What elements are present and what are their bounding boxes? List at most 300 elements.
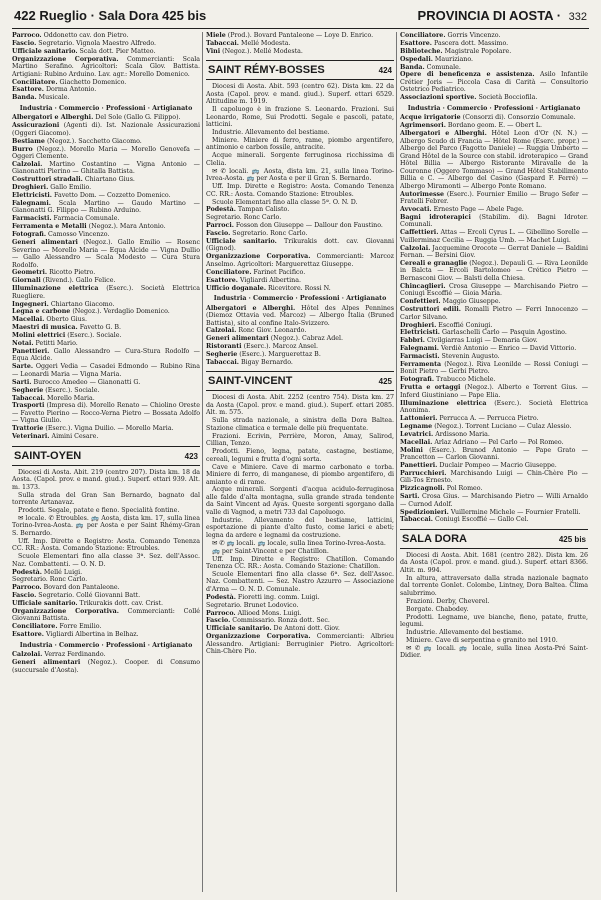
entry-text: Commercianti: Albrieu Alessandro. Artigiani: Berruginier Pietro. Agricoltori: Chin-Chère Pio. xyxy=(206,633,394,656)
directory-entry xyxy=(12,348,200,363)
entry-category: Conciliatore. xyxy=(12,623,58,631)
directory-entry xyxy=(12,138,200,146)
entry-text: Oberto Gius. xyxy=(46,316,87,324)
rueglio-continued xyxy=(12,32,200,102)
entry-text: Segretario. Vignola Maestro Alfredo. xyxy=(38,39,157,47)
column-divider xyxy=(202,32,203,892)
directory-entry xyxy=(12,324,200,332)
entry-text: Dorma Antonio. xyxy=(45,86,97,94)
entry-text: (Negoz.). Alberto e Torrent Gius. — Inferd Giustiniano — Pape Elia. xyxy=(400,384,588,399)
description-paragraph: Uff. Imp. Dirette e Registro: Aosta. Comando Tenenza CC. RR.: Aosta. Comando Stazione: Etroubles. xyxy=(206,183,394,198)
entry-category: Ristoranti xyxy=(206,343,242,351)
entry-category: Sarti. xyxy=(400,493,420,501)
saint-vincent-industry-list xyxy=(400,114,588,524)
entry-text: (Negoz.). Cabraz Adel. xyxy=(270,335,344,343)
directory-entry xyxy=(12,215,200,223)
section-heading: Industria · Commercio · Professioni · Artigianato xyxy=(407,104,581,112)
directory-entry xyxy=(206,327,394,335)
directory-entry xyxy=(12,576,200,584)
entry-category: Esattore. xyxy=(400,39,432,47)
entry-category: Bagni idroterapici xyxy=(400,213,471,221)
entry-category: Fabbri. xyxy=(400,337,425,345)
entry-text: Ricotto Pietro. xyxy=(49,269,96,277)
entry-category: Albergatori e Alberghi. xyxy=(12,114,94,122)
town-header-saint-remy-bosses xyxy=(206,60,394,80)
entry-text: Farmacia Comunale. xyxy=(53,215,120,223)
directory-entry xyxy=(206,594,394,602)
description-paragraph: ✉ locale. ✆ Etroubles. 🚌 Aosta, dista km. 17, sulla linea Torino-Ivrea-Aosta. 🚌 per Aosta e per Saint Rhémy-Gran S. Bernardo. xyxy=(12,514,200,537)
entry-text: (Eserc.). Sociale. xyxy=(67,332,122,340)
entry-text: Mauriziano. xyxy=(434,55,474,63)
directory-entry xyxy=(400,516,588,524)
entry-text: Civilgiarras Luigi — Demaria Giov. xyxy=(426,337,538,345)
entry-text: Asilo Infantile Crétier Joris — Piccola Casa di Carità — Consultorio Ostetrico Pediatrico. xyxy=(400,71,588,94)
entry-text: Fosson don Giuseppe — Dallour don Faustino. xyxy=(235,222,383,230)
entry-category: Macellai. xyxy=(400,438,433,446)
directory-entry xyxy=(12,584,200,592)
directory-entry xyxy=(400,114,588,122)
description-paragraph: Miniere. Cave di serpentina e granito nel 1910. xyxy=(406,636,558,644)
directory-entry xyxy=(12,395,200,403)
saint-remy-industry-list xyxy=(206,305,394,367)
directory-entry xyxy=(400,329,588,337)
section-right: PROVINCIA DI AOSTA xyxy=(417,8,554,23)
entry-text: Commercianti: Marcoz Anselmo. Agricoltori: Marguerettaz Giuseppe. xyxy=(206,253,394,268)
entry-text: Attas — Ercoli Cyrus L. — Gibellino Sorelle — Vuillerminaz Cecilia — Ruggia Umb. — Machet Luigi. xyxy=(400,229,588,244)
directory-entry xyxy=(12,48,200,56)
entry-text: Comunale. xyxy=(426,63,461,71)
directory-entry xyxy=(206,617,394,625)
directory-entry xyxy=(400,306,588,321)
sala-dora-description xyxy=(400,552,588,660)
entry-category: Podestà. xyxy=(206,206,236,214)
directory-entry xyxy=(206,253,394,268)
entry-text: Coniugi Escoffié — Gallo Cel. xyxy=(435,516,529,524)
entry-text: (Rivend.). Gallo Felice. xyxy=(42,277,116,285)
entry-text: De Antoni dott. Giov. xyxy=(273,625,340,633)
description-paragraph: Diocesi di Aosta. Abit. 593 (centro 62). Dista km. 22 da Aosta (Capol. prov. e mand. giud.). Superf. ettari 6529. Altitudine m. 1919. xyxy=(206,83,394,106)
description-paragraph: Sulla strada del Gran San Bernardo, bagnato dal torrente Artanavaz. xyxy=(12,491,200,507)
entry-text: Verdiè Antonio — Enrico — David Vittorio. xyxy=(440,345,577,353)
entry-category: Sarti. xyxy=(12,378,32,386)
entry-category: Conciliatore. xyxy=(206,268,252,276)
directory-entry xyxy=(400,245,588,260)
page-header xyxy=(14,8,587,26)
saint-remy-description xyxy=(206,83,394,206)
description-paragraph: Acque minerali. Sorgenti d'acqua acidulo-ferruginosa alle falde d'alta montagna, sulla grande strada tendente da Saint Vincent ad Ayas. Queste sorgenti sgorgano dalla valle di Vagnod, a metri 733 dal Capoluogo. xyxy=(206,486,394,516)
description-paragraph: Frazioni. Derby, Cheverel. xyxy=(406,597,490,605)
entry-category: Frutta e ortaggi xyxy=(400,384,461,392)
entry-text: Commercianti: Collé Giovanni Battista. xyxy=(12,607,200,623)
entry-category: Fotografi. xyxy=(12,231,47,239)
column-1 xyxy=(12,32,200,675)
entry-category: Opere di beneficenza e assistenza. xyxy=(400,71,535,79)
entry-category: Panettieri. xyxy=(12,347,50,355)
entry-text: Oggeri Vedia — Casadei Edmondo — Rubino Rina — Leonardi Maria — Vigna Maria. xyxy=(12,363,200,378)
entry-category: Agrimensori. xyxy=(400,122,446,130)
description-paragraph: Prodotti. Segale, patate e fieno. Specialità fontine. xyxy=(18,506,180,514)
entry-category: Fascio. xyxy=(12,592,37,600)
directory-entry xyxy=(206,285,394,293)
town-number: 425 bis xyxy=(558,534,586,544)
entry-category: Bestiame xyxy=(12,137,45,145)
directory-entry xyxy=(400,493,588,508)
directory-entry xyxy=(400,206,588,214)
town-name: SAINT-VINCENT xyxy=(208,375,293,388)
directory-entry xyxy=(206,214,394,222)
description-paragraph: Diocesi di Aosta. Abit. 1681 (centro 282). Dista km. 26 da Aosta (Capol. prov. e mand. giud.). Superf. ettari 8366. Altit. m. 994. xyxy=(400,551,588,574)
entry-category: Spedizionieri. xyxy=(400,508,449,516)
directory-entry xyxy=(400,439,588,447)
entry-text: Ronc Giov. Leonardo. xyxy=(238,327,307,335)
entry-category: Costruttori stradali. xyxy=(12,176,83,184)
description-paragraph: Industrie. Allevamento del bestiame, latticini, esportazione di piante d'alto fusto, come larici e abeti; legna da ardere e legnami da costruzione. xyxy=(206,516,394,539)
directory-entry xyxy=(206,359,394,367)
entry-category: Parroco. xyxy=(12,584,42,592)
directory-entry xyxy=(12,161,200,176)
directory-entry xyxy=(400,447,588,462)
entry-category: Chincaglieri. xyxy=(400,282,446,290)
entry-text: (Eserc.). Società Elettrica Anonima. xyxy=(400,399,588,415)
entry-category: Molini xyxy=(400,446,423,454)
entry-text: Escoffié Coniugi. xyxy=(438,321,493,329)
town-header-saint-vincent xyxy=(206,371,394,391)
entry-category: Legname xyxy=(400,422,433,430)
header-left xyxy=(14,8,206,23)
column-3 xyxy=(400,32,588,660)
section-heading: Industria · Commercio · Professioni · Artigianato xyxy=(19,104,193,112)
entry-category: Banda. xyxy=(12,94,37,102)
directory-entry xyxy=(12,308,200,316)
entry-text: Società Bocciofila. xyxy=(478,94,538,102)
entry-category: Ferramenta xyxy=(400,360,442,368)
directory-entry xyxy=(206,602,394,610)
directory-entry xyxy=(400,470,588,485)
entry-text: (Negoz.). Cooper. di Consumo (succursale d'Aosta). xyxy=(12,659,200,674)
entry-text: (Negoz.). Sacchetto Giacomo. xyxy=(46,137,142,145)
entry-category: Organizzazione Corporativa. xyxy=(12,607,119,615)
entry-text: (Eserc.). Marcoz Ansel. xyxy=(243,343,319,351)
entry-category: Conciliatore. xyxy=(400,32,446,39)
entry-text: Ernesto Page — Abele Page. xyxy=(433,205,524,213)
entry-category: Esattore. xyxy=(12,86,44,94)
directory-entry xyxy=(400,71,588,94)
entry-category: Sarte. xyxy=(12,363,34,371)
column-divider xyxy=(396,32,397,892)
entry-category: Acque irrigatorie xyxy=(400,114,461,122)
entry-text: Vuillermine Michele — Fournier Fratelli. xyxy=(450,508,581,516)
entry-category: Macellai. xyxy=(12,316,45,324)
entry-text: (Negoz.). Verdaglio Domenico. xyxy=(72,308,170,316)
entry-category: Fotografi. xyxy=(400,376,435,384)
directory-entry xyxy=(400,214,588,229)
entry-category: Elettricisti. xyxy=(12,192,52,200)
entry-text: Gallo Alessandro — Cura-Stura Rodolfo — Equa Alcide. xyxy=(12,347,200,363)
entry-category: Fascio. xyxy=(206,230,231,238)
header-right: PROVINCIA DI AOSTA · 332 xyxy=(417,8,587,23)
directory-entry xyxy=(400,431,588,439)
description-paragraph: Diocesi di Aosta. Abit. 219 (centro 207). Dista km. 18 da Aosta. (Capol. prov. e mand. giud.). Superf. ettari 939. Alt. m. 1373. xyxy=(12,468,200,491)
entry-category: Generi alimentari xyxy=(206,335,269,343)
entry-category: Segherie xyxy=(12,386,44,394)
entry-text: Scala Martino — Gaudo Martino — Gianonatti G. Filippo — Rubino Arduino. xyxy=(12,199,200,215)
entry-text: (Eserc.). Fournier Emilio — Brugo Sefer — Fratelli Febrer. xyxy=(400,190,588,206)
directory-entry xyxy=(12,176,200,184)
entry-category: Generi alimentari xyxy=(12,239,78,247)
entry-text: Romalli Pietro — Ferri Innocenzo — Carlor Silvano. xyxy=(400,306,588,321)
entry-category: Trattorie xyxy=(12,425,44,433)
entry-category: Generi alimentari xyxy=(12,659,81,667)
town-name: SAINT-OYEN xyxy=(14,449,82,462)
directory-entry xyxy=(206,222,394,230)
section-heading: Industria · Commercio · Professioni · Artigianato xyxy=(19,641,193,649)
directory-entry xyxy=(12,387,200,395)
entry-text: (Eserc.). Sociale. xyxy=(45,386,100,394)
entry-category: Esattore. xyxy=(12,631,44,639)
description-paragraph: Acque minerali. Sorgente ferruginosa ricchissima di Clelia. xyxy=(206,152,394,167)
directory-entry xyxy=(12,40,200,48)
entry-text: Mellé Modesta. xyxy=(241,39,291,47)
entry-text: Garlaschelli Carlo — Pasquin Agostino. xyxy=(442,329,567,337)
entry-category: Tabaccai. xyxy=(206,39,239,47)
saint-vincent-description xyxy=(206,394,394,593)
directory-entry xyxy=(206,32,394,40)
entry-text: Maggio Giuseppe. xyxy=(442,298,501,306)
description-paragraph: Scuole Elementari fino alla classe 3ª. Sez. dell'Assoc. Naz. Combattenti. — O. N. D. xyxy=(12,553,200,568)
saint-oyen-officials xyxy=(12,569,200,639)
entry-category: Ospedali. xyxy=(400,55,433,63)
directory-entry xyxy=(400,361,588,376)
entry-category: Falegnami. xyxy=(12,199,51,207)
entry-text: (Consorzi di). Consorzio Comunale. xyxy=(462,114,576,122)
entry-category: Assicurazioni xyxy=(12,122,60,130)
description-paragraph: Sulla strada nazionale, a sinistra della Dora Baltea. Stazione climatica e termale delle più frequentate. xyxy=(206,417,394,432)
town-name: SAINT RÉMY-BOSSES xyxy=(208,64,325,77)
entry-category: Banda. xyxy=(400,63,425,71)
directory-entry xyxy=(12,192,200,200)
directory-entry xyxy=(400,283,588,298)
town-number: 423 xyxy=(184,451,198,461)
entry-text: (Stabilim. di). Bagni Idroter. Comunali. xyxy=(400,213,588,229)
entry-text: Del Sole (Gallo G. Filippo). xyxy=(95,114,181,122)
description-paragraph: Borgate. Chabodey. xyxy=(406,605,469,613)
directory-entry xyxy=(206,305,394,328)
entry-category: Legna e carbone xyxy=(12,308,71,316)
directory-entry xyxy=(206,343,394,351)
directory-entry xyxy=(206,351,394,359)
page-number-left: 422 xyxy=(14,8,36,23)
entry-text: Ardissono Maria. xyxy=(435,430,490,438)
directory-entry xyxy=(400,229,588,244)
directory-entry xyxy=(12,379,200,387)
directory-entry xyxy=(400,337,588,345)
directory-entry xyxy=(12,146,200,161)
directory-entry xyxy=(400,298,588,306)
entry-category: Ufficiale sanitario. xyxy=(206,625,272,633)
saint-remy-officials xyxy=(206,206,394,292)
entry-category: Confettieri. xyxy=(400,298,441,306)
directory-entry xyxy=(206,277,394,285)
saint-vincent-continued xyxy=(400,32,588,102)
directory-entry xyxy=(400,353,588,361)
directory-entry xyxy=(12,402,200,425)
directory-entry xyxy=(400,130,588,190)
entry-text: Bordano geom. E. — Obert L. xyxy=(447,122,543,130)
directory-entry xyxy=(12,363,200,378)
description-paragraph: Cave e Miniere. Cave di marmo carbonato e torba. Miniere di ferro, di manganese, di piombo argentifero, di amianto e di rame. xyxy=(206,463,394,486)
entry-category: Costruttori edili. xyxy=(400,306,461,314)
entry-category: Farmacisti. xyxy=(12,215,52,223)
directory-entry xyxy=(400,322,588,330)
entry-text: Magistrale Popolare. xyxy=(444,47,512,55)
description-paragraph: Scuole Elementari fino alla classe 5ª. O. N. D. xyxy=(212,198,358,206)
directory-entry xyxy=(12,184,200,192)
entry-text: Mellé Luigi. xyxy=(43,568,83,576)
directory-entry xyxy=(206,48,394,56)
directory-entry xyxy=(206,633,394,656)
entry-category: Miele xyxy=(206,32,226,39)
entry-category: Droghieri. xyxy=(12,184,49,192)
directory-entry xyxy=(400,415,588,423)
entry-category: Organizzazione Corporativa. xyxy=(206,253,311,261)
entry-text: (Eserc.). Vigna Duilio. — Morello Maria. xyxy=(45,425,174,433)
directory-entry xyxy=(12,114,200,122)
entry-text: Favetto G. B. xyxy=(79,324,121,332)
directory-entry xyxy=(12,569,200,577)
entry-category: Ingegneri. xyxy=(12,300,49,308)
entry-category: Pizzicagnoli. xyxy=(400,485,445,493)
entry-text: Gorris Vincenzo. xyxy=(447,32,501,39)
entry-text: Trikurakis dott. cav. Giovanni (Gignod). xyxy=(206,237,394,253)
entry-text: Farinet Pacifico. xyxy=(253,268,306,276)
directory-entry xyxy=(206,625,394,633)
entry-category: Parrucchieri. xyxy=(400,469,447,477)
description-paragraph: ✉ ✆ locali. 🚌 Aosta, dista km. 21, sulla linea Torino-Ivrea-Aosta. 🚌 per Aosta e per il Gran S. Bernardo. xyxy=(206,167,394,183)
entry-text: Commercianti: Scala Martino Serafino. Agricoltori: Scala Glov. Battista. Artigiani: Rubino Arduino. Lav. agr.: Morello Domenico. xyxy=(12,55,200,78)
entry-text: (Impresa di). Morello Renato — Chiolino Oreste — Favetto Pierino — Rocco-Verna Pietro — Bossata Adolfo — Vigna Giulio. xyxy=(12,402,200,425)
entry-text: (Negoz.). Riva Leonilde — Rossi Coniugi — Bonit Pietro — Gerbi Pietro. xyxy=(400,360,588,376)
directory-entry xyxy=(400,462,588,470)
directory-entry xyxy=(400,56,588,64)
directory-entry xyxy=(400,400,588,415)
entry-category: Illuminazione elettrica xyxy=(400,399,487,407)
directory-entry xyxy=(400,485,588,493)
entry-category: Esattore. xyxy=(206,276,238,284)
entry-text: Marchisando Luigi — Chin-Chère Pio — Gili-Tos Ernesto. xyxy=(400,469,588,485)
entry-text: (Negoz.). Mellé Modesta. xyxy=(222,47,303,55)
entry-text: (Negoz.). Depauli G. — Riva Leonilde in Balcta — Ercoli Bartolomeo — Crético Pietro — Bernasconi Giov. — Balsti della Chiesa. xyxy=(400,259,588,282)
entry-category: Calzolai. xyxy=(206,327,237,335)
entry-text: Pol Romeo. xyxy=(446,485,483,493)
directory-entry xyxy=(12,651,200,659)
entry-category: Farmacisti. xyxy=(400,353,440,361)
entry-category: Droghieri. xyxy=(400,321,437,329)
entry-text: Petitti Mario. xyxy=(35,340,78,348)
directory-entry xyxy=(12,316,200,324)
directory-entry xyxy=(12,425,200,433)
entry-category: Elettricisti. xyxy=(400,329,440,337)
directory-entry xyxy=(12,86,200,94)
entry-category: Caffettieri. xyxy=(400,229,439,237)
saint-oyen-continued xyxy=(206,32,394,55)
description-paragraph: Uff. Imp. Dirette e Registro: Aosta. Comando Tenenza CC. RR.: Aosta. Comando Stazione: Etroubles. xyxy=(12,537,200,553)
directory-entry xyxy=(400,260,588,283)
directory-entry xyxy=(12,122,200,137)
entry-category: Calzolai. xyxy=(12,651,43,659)
entry-text: Crosa Giuseppe — Marchisando Pietro — Coniugi Escoffié — Gioia Maria. xyxy=(400,282,588,298)
directory-entry xyxy=(12,56,200,79)
entry-text: Stevenin Augusto. xyxy=(441,353,500,361)
entry-category: Ufficiale sanitario. xyxy=(206,237,277,245)
directory-entry xyxy=(206,230,394,238)
description-paragraph: Uff. Imp. Dirette e Registro: Chatillon. Comando Tenenza CC. RR.: Aosta. Comando Stazione: Chatillon. xyxy=(206,555,394,570)
entry-category: Organizzazione Corporativa. xyxy=(206,633,311,641)
entry-category: Parroco. xyxy=(206,609,236,617)
entry-text: (Eserc.). Brunod Antonio — Pape Grato — Prancetton — Carlon Giovanni. xyxy=(400,446,588,462)
description-paragraph: Scuole Elementari fino alla classe 6ª. Sez. dell'Assoc. Naz. Combattenti. — Sez. Nastro Azzurro — Associazione d'Arma — O. N. D. Comunale. xyxy=(206,570,394,593)
header-rule xyxy=(12,28,589,29)
saint-vincent-officials xyxy=(206,594,394,656)
entry-text: Burocco Amedeo — Gianonatti G. xyxy=(33,378,141,386)
entry-text: Hôtel des Alpes Pennines (Diemoz Ottavia ved. Marcoz) — Albergo Italia (Bruned Battista), sito al confine Italo-Svizzero. xyxy=(206,304,394,327)
entry-category: Segherie xyxy=(206,351,238,359)
entry-category: Podestà. xyxy=(206,593,236,601)
description-paragraph: Prodotti. Fieno, legna, patate, castagne, bestiame, cereali, legumi e frutta d'ogni sorta. xyxy=(206,448,394,463)
entry-category: Avvocati. xyxy=(400,205,432,213)
description-paragraph: Miniere. Miniere di ferro, rame, piombo argentifero, antimonio e carbon fossile, antracite. xyxy=(206,136,394,152)
entry-category: Burro xyxy=(12,145,33,153)
entry-text: Martino Costantino — Vigna Antonio — Gianonatti Pierino — Ghitalla Battista. xyxy=(12,160,200,176)
saint-oyen-description xyxy=(12,469,200,568)
entry-text: Giachetto Domenico. xyxy=(59,78,127,86)
entry-category: Ferramenta e Metalli xyxy=(12,223,87,231)
entry-category: Veterinari. xyxy=(12,433,50,441)
description-paragraph: 🚌 per Saint-Vincent e per Chatillon. xyxy=(212,547,329,555)
entry-text: Arlaz Adriano — Pel Carlo — Pol Romeo. xyxy=(434,438,564,446)
entry-category: Panettieri. xyxy=(400,462,438,469)
directory-entry xyxy=(12,608,200,623)
entry-text: Bovard don Pantaleone. xyxy=(43,584,120,592)
entry-category: Organizzazione Corporativa. xyxy=(12,55,119,63)
page-number-right: 332 xyxy=(568,11,587,23)
entry-category: Lattonieri. xyxy=(400,415,438,423)
directory-entry xyxy=(400,122,588,130)
town-header-sala-dora xyxy=(400,529,588,549)
directory-entry xyxy=(12,277,200,285)
section-left: Rueglio · Sala Dora 425 bis xyxy=(39,8,207,23)
directory-entry xyxy=(400,191,588,206)
entry-category: Notai. xyxy=(12,340,34,348)
entry-text: Bigay Bernardo. xyxy=(241,358,293,366)
entry-text: (Negoz.). Morello Maria — Morello Genovefa — Oggeri Clemente. xyxy=(12,145,200,161)
entry-category: Illuminazione elettrica xyxy=(12,285,99,293)
entry-text: Duclair Pompeo — Macrio Giuseppe. xyxy=(439,462,557,469)
directory-entry xyxy=(400,384,588,399)
directory-entry xyxy=(400,40,588,48)
directory-entry xyxy=(400,94,588,102)
entry-category: Parroci. xyxy=(206,222,234,230)
description-paragraph: ✉ ✆ 🚌 locali. 🚌 locale, sulla linea Torino-Ivrea-Aosta. xyxy=(212,539,386,547)
section-heading: Industria · Commercio · Professioni · Artigianato xyxy=(213,295,387,303)
column-2 xyxy=(206,32,394,656)
entry-text: Oddonetto cav. don Pietro. xyxy=(43,32,129,39)
entry-text: Forre Emilio. xyxy=(59,623,102,631)
entry-text: Trikurakis dott. cav. Crist. xyxy=(79,600,164,608)
entry-category: Trasporti xyxy=(12,402,45,410)
entry-text: Jacquemine Orocote — Gerrat Daniele — Baldini Fernan. — Bersini Giov. xyxy=(400,244,588,260)
entry-text: Pascera dott. Massimo. xyxy=(433,39,509,47)
entry-text: (Agenti di). Ist. Nazionale Assicurazioni (Oggeri Giacomo). xyxy=(12,122,200,137)
